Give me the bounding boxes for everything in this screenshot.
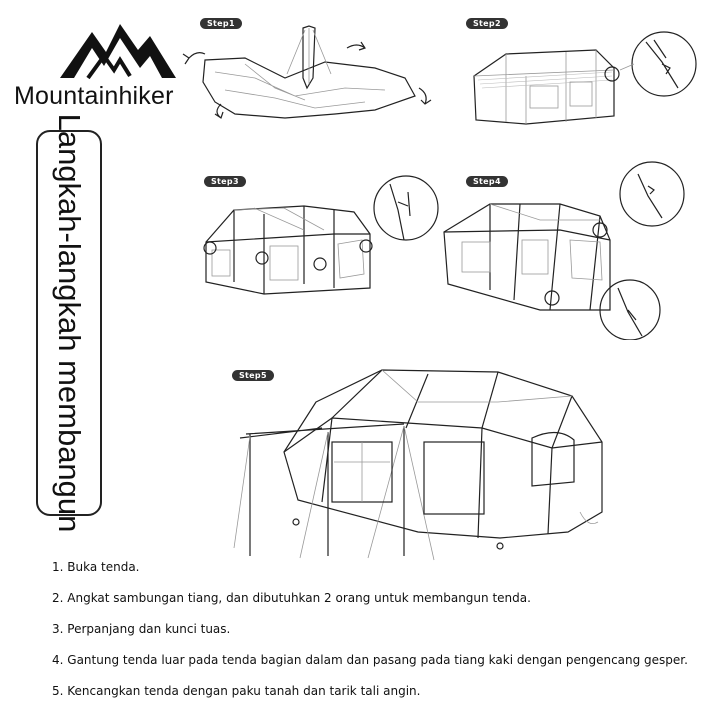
step1-illustration (175, 18, 445, 138)
instruction-item: 4. Gantung tenda luar pada tenda bagian dalam dan pasang pada tiang kaki dengan pengencang gesper. (52, 653, 688, 667)
brand-logo (10, 10, 200, 120)
step1-badge: Step1 (200, 18, 242, 29)
mountain-logo-icon (58, 16, 178, 86)
instruction-item: 1. Buka tenda. (52, 560, 140, 574)
instruction-item: 3. Perpanjang dan kunci tuas. (52, 622, 231, 636)
step4-illustration (440, 160, 700, 340)
instruction-item: 2. Angkat sambungan tiang, dan dibutuhkan 2 orang untuk membangun tenda. (52, 591, 531, 605)
instruction-item: 5. Kencangkan tenda dengan paku tanah dan tarik tali angin. (52, 684, 421, 698)
instructions-list (52, 560, 712, 715)
step5-illustration (228, 362, 618, 562)
title-box (36, 113, 102, 533)
step4-badge: Step4 (466, 176, 508, 187)
step3-badge: Step3 (204, 176, 246, 187)
page-title: Langkah-langkah membangun (52, 113, 87, 533)
step3-illustration (194, 170, 444, 300)
brand-name: Mountainhiker (14, 82, 174, 110)
step2-badge: Step2 (466, 18, 508, 29)
step5-badge: Step5 (232, 370, 274, 381)
step2-illustration (466, 24, 706, 134)
